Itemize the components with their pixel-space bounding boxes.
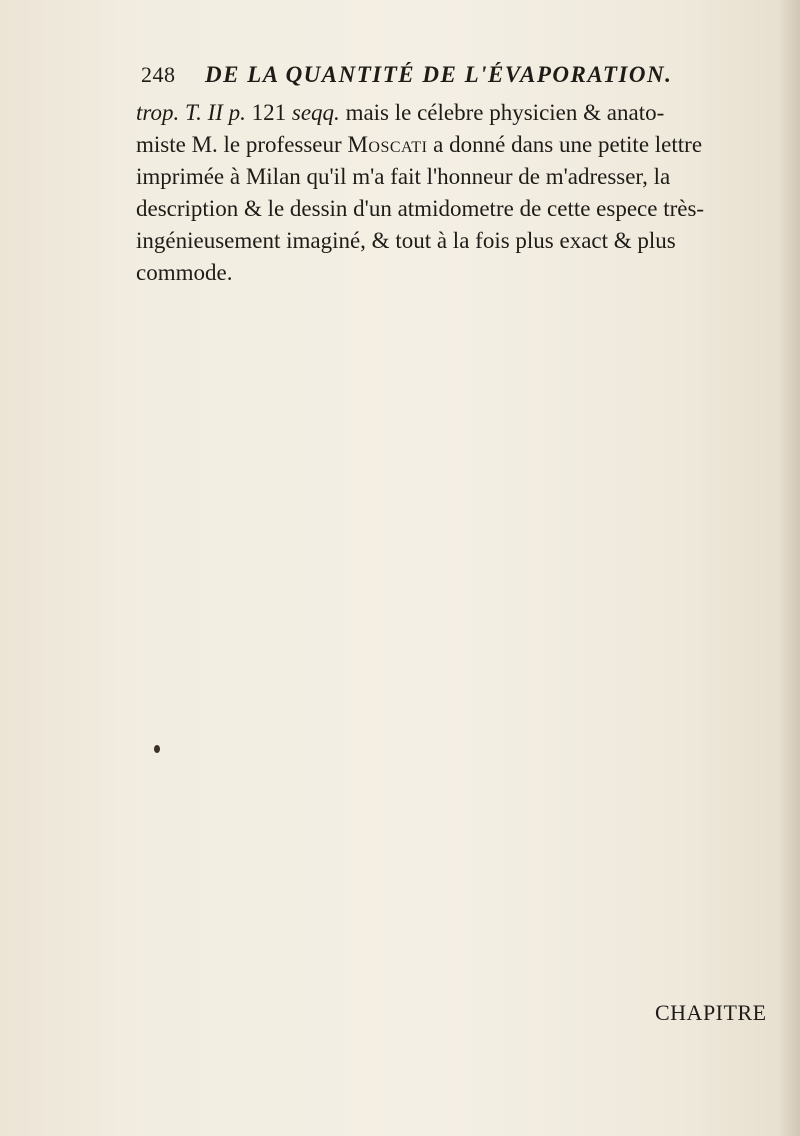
citation-page: 121 [245,100,292,125]
text-line-4: description & le dessin d'un atmidometre de cette espece très- [136,196,705,221]
author-name: Moscati [347,132,428,157]
text-line-5: ingénieusement imaginé, & tout à la fois plus exact & plus [136,228,676,253]
catchword: CHAPITRE [655,1000,767,1025]
body-paragraph [136,97,784,289]
text-line-2 [136,129,784,161]
citation-reference: trop. T. II p. [136,100,246,125]
running-head: DE LA QUANTITÉ DE L'ÉVAPORATION. [205,62,673,87]
citation-seqq: seqq. [291,100,340,125]
text-line-3: imprimée à Milan qu'il m'a fait l'honneur de m'adresser, la [136,164,671,189]
page-header [0,62,800,92]
text-line-6: commode. [136,260,233,285]
page-number: 248 [141,62,176,87]
text-line-2-start: miste M. le professeur [136,132,348,157]
ink-speck [154,745,160,753]
text-line-2-rest: a donné dans une petite lettre [427,132,703,157]
text-line-1 [136,97,784,129]
text-line-1-rest: mais le célebre physicien & anato- [339,100,665,125]
